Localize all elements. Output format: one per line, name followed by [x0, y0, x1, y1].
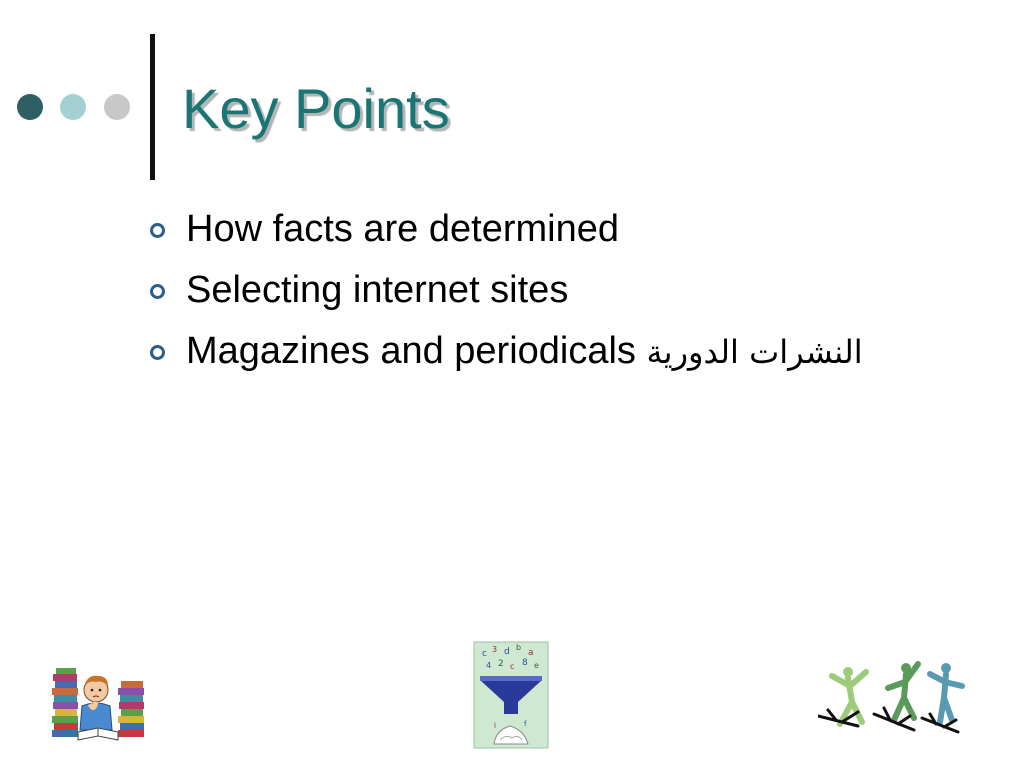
books-reader-image [50, 660, 146, 744]
svg-text:l: l [494, 722, 496, 730]
svg-text:4: 4 [486, 661, 492, 670]
svg-text:a: a [528, 648, 534, 658]
bullet-item [148, 328, 863, 389]
bullet-circle-icon [150, 223, 165, 238]
slide-title: Key Points [182, 77, 450, 140]
bullet-arabic-text: النشرات الدورية [646, 333, 863, 371]
funnel-image [472, 640, 550, 750]
dancers-image [818, 658, 968, 742]
svg-text:c: c [482, 649, 487, 659]
svg-text:b: b [516, 643, 522, 652]
bullet-list [148, 206, 863, 389]
bullet-text: How facts are determined [186, 208, 619, 250]
svg-text:2: 2 [498, 659, 504, 669]
bullet-text: Magazines and periodicals [186, 330, 636, 372]
svg-text:c: c [510, 662, 515, 671]
decorative-dot-dark [17, 94, 43, 120]
svg-text:f: f [524, 720, 527, 728]
bullet-circle-icon [150, 284, 165, 299]
svg-text:8: 8 [522, 658, 528, 668]
bullet-item [148, 267, 863, 328]
svg-text:3: 3 [492, 645, 498, 654]
decorative-dot-gray [104, 94, 130, 120]
decorative-dot-light [60, 94, 86, 120]
bullet-item [148, 206, 863, 267]
bullet-circle-icon [150, 345, 165, 360]
svg-text:d: d [504, 647, 510, 657]
svg-text:e: e [534, 661, 539, 670]
title-divider-line [150, 34, 155, 180]
bullet-text: Selecting internet sites [186, 269, 569, 311]
